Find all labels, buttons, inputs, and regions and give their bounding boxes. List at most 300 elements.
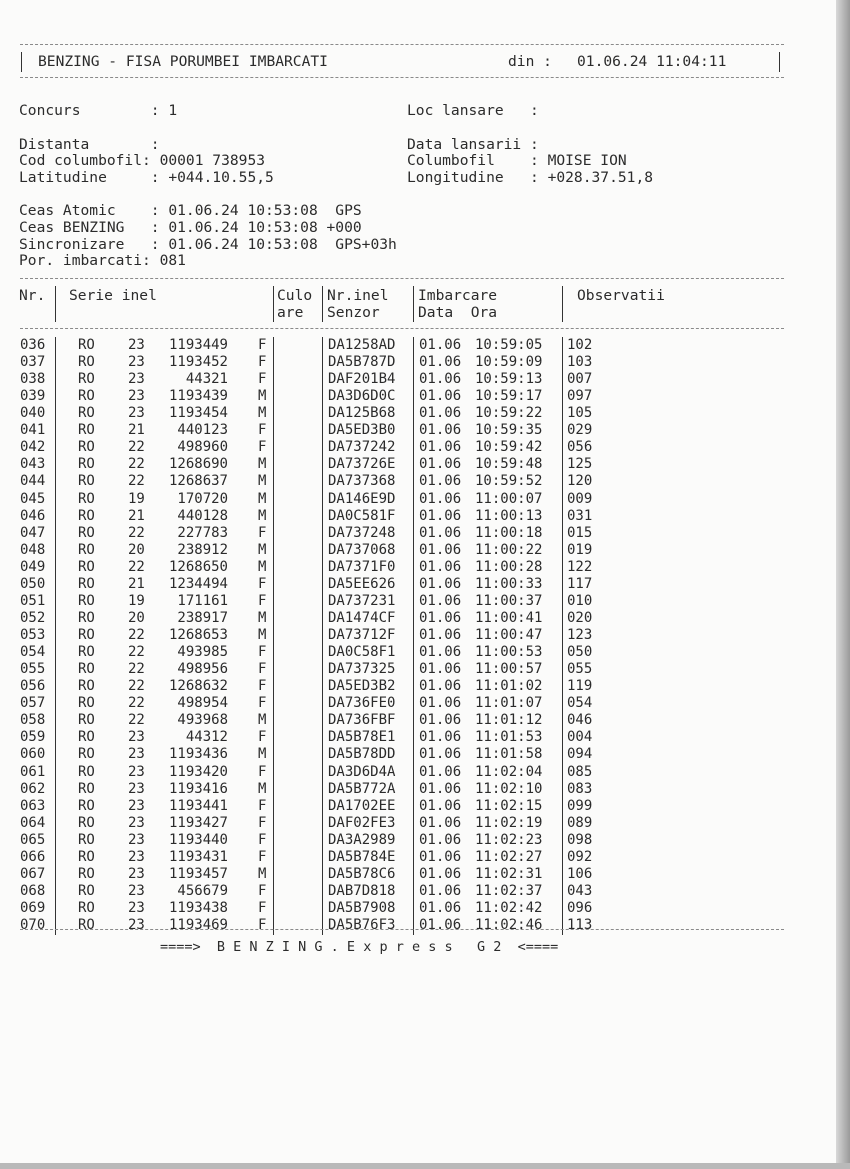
sex-code: M <box>258 558 267 575</box>
ring-number: 1193438 <box>168 899 228 916</box>
boarding-date: 01.06 <box>419 661 462 678</box>
row-divider <box>562 388 563 406</box>
boarding-date: 01.06 <box>419 439 462 456</box>
boarding-date: 01.06 <box>419 917 462 934</box>
row-divider <box>322 644 323 662</box>
boarding-date: 01.06 <box>419 882 462 899</box>
row-number: 053 <box>20 627 46 644</box>
row-divider <box>273 610 274 628</box>
table-row <box>0 866 780 883</box>
observation: 098 <box>567 831 593 848</box>
row-divider <box>273 354 274 372</box>
row-divider <box>55 866 56 884</box>
sex-code: M <box>258 541 267 558</box>
ring-number: 1234494 <box>168 575 228 592</box>
row-divider <box>273 371 274 389</box>
boarding-time: 10:59:42 <box>475 439 543 456</box>
row-divider <box>322 525 323 543</box>
sex-code: M <box>258 507 267 524</box>
table-row <box>0 746 780 763</box>
observation: 010 <box>567 592 593 609</box>
ring-country: RO <box>78 865 95 882</box>
sex-code: M <box>258 627 267 644</box>
row-divider <box>562 542 563 560</box>
row-divider <box>562 917 563 935</box>
ring-number: 1193416 <box>168 780 228 797</box>
row-divider <box>413 866 414 884</box>
row-number: 040 <box>20 405 46 422</box>
row-divider <box>562 798 563 816</box>
row-divider <box>562 764 563 782</box>
sensor-id: DA737242 <box>328 439 396 456</box>
row-divider <box>562 678 563 696</box>
table-row <box>0 542 780 559</box>
observation: 119 <box>567 678 593 695</box>
ring-year: 19 <box>128 592 145 609</box>
row-divider <box>55 764 56 782</box>
col-serie-inel: Serie inel <box>69 287 157 304</box>
ring-number: 238912 <box>177 541 228 558</box>
row-divider <box>55 644 56 662</box>
ring-country: RO <box>78 899 95 916</box>
ring-year: 22 <box>128 661 145 678</box>
row-number: 048 <box>20 541 46 558</box>
boarding-time: 10:59:09 <box>475 354 543 371</box>
sensor-id: DA5B7908 <box>328 899 396 916</box>
header-bottom-rule <box>20 77 784 78</box>
loc-lansare-line: Loc lansare : <box>407 102 539 119</box>
sex-code: M <box>258 405 267 422</box>
ring-year: 20 <box>128 541 145 558</box>
boarding-date: 01.06 <box>419 729 462 746</box>
sex-code: F <box>258 899 267 916</box>
row-divider <box>55 337 56 355</box>
row-divider <box>55 798 56 816</box>
boarding-time: 11:02:42 <box>475 899 543 916</box>
row-divider <box>273 439 274 457</box>
row-divider <box>322 917 323 935</box>
row-divider <box>55 900 56 918</box>
row-divider <box>562 900 563 918</box>
row-divider <box>413 661 414 679</box>
row-divider <box>273 798 274 816</box>
ring-country: RO <box>78 797 95 814</box>
boarding-time: 11:02:37 <box>475 882 543 899</box>
ring-number: 1193441 <box>168 797 228 814</box>
row-divider <box>562 337 563 355</box>
table-row <box>0 917 780 934</box>
row-divider <box>322 695 323 713</box>
boarding-time: 11:00:22 <box>475 541 543 558</box>
row-divider <box>322 576 323 594</box>
boarding-date: 01.06 <box>419 541 462 558</box>
sex-code: F <box>258 524 267 541</box>
row-divider <box>413 900 414 918</box>
ring-number: 227783 <box>177 524 228 541</box>
observation: 103 <box>567 354 593 371</box>
row-number: 058 <box>20 712 46 729</box>
boarding-date: 01.06 <box>419 422 462 439</box>
ring-year: 21 <box>128 507 145 524</box>
row-divider <box>322 661 323 679</box>
boarding-date: 01.06 <box>419 456 462 473</box>
row-divider <box>413 456 414 474</box>
row-divider <box>562 781 563 799</box>
row-number: 055 <box>20 661 46 678</box>
row-divider <box>413 422 414 440</box>
sex-code: F <box>258 729 267 746</box>
boarding-time: 11:00:53 <box>475 644 543 661</box>
col-divider <box>322 286 323 322</box>
row-divider <box>273 883 274 901</box>
col-observatii: Observatii <box>577 287 665 304</box>
row-divider <box>322 559 323 577</box>
row-divider <box>273 405 274 423</box>
row-number: 047 <box>20 524 46 541</box>
boarding-time: 11:01:07 <box>475 695 543 712</box>
header-left-bar <box>21 52 22 72</box>
boarding-time: 11:02:15 <box>475 797 543 814</box>
row-divider <box>413 473 414 491</box>
por-imbarcati-line: Por. imbarcati: 081 <box>19 252 186 269</box>
observation: 122 <box>567 558 593 575</box>
sex-code: F <box>258 831 267 848</box>
sensor-id: DA5B78DD <box>328 746 396 763</box>
row-divider <box>322 439 323 457</box>
ring-number: 44321 <box>185 371 228 388</box>
sensor-id: DA737368 <box>328 473 396 490</box>
row-number: 050 <box>20 575 46 592</box>
sex-code: M <box>258 712 267 729</box>
ring-country: RO <box>78 439 95 456</box>
ring-year: 21 <box>128 422 145 439</box>
row-number: 051 <box>20 592 46 609</box>
row-divider <box>273 729 274 747</box>
boarding-date: 01.06 <box>419 899 462 916</box>
row-divider <box>413 388 414 406</box>
row-divider <box>322 798 323 816</box>
ring-number: 1193457 <box>168 865 228 882</box>
row-divider <box>562 712 563 730</box>
table-row <box>0 473 780 490</box>
boarding-date: 01.06 <box>419 490 462 507</box>
sensor-id: DA125B68 <box>328 405 396 422</box>
ring-year: 23 <box>128 797 145 814</box>
sex-code: F <box>258 644 267 661</box>
boarding-date: 01.06 <box>419 558 462 575</box>
ring-number: 238917 <box>177 609 228 626</box>
ring-country: RO <box>78 729 95 746</box>
ring-country: RO <box>78 695 95 712</box>
row-divider <box>322 337 323 355</box>
ring-number: 170720 <box>177 490 228 507</box>
scan-edge-shadow <box>836 0 850 1169</box>
observation: 092 <box>567 848 593 865</box>
row-divider <box>413 593 414 611</box>
row-divider <box>413 337 414 355</box>
observation: 031 <box>567 507 593 524</box>
row-divider <box>562 832 563 850</box>
sensor-id: DA5B78E1 <box>328 729 396 746</box>
ring-country: RO <box>78 917 95 934</box>
ring-year: 23 <box>128 848 145 865</box>
boarding-date: 01.06 <box>419 865 462 882</box>
sex-code: F <box>258 848 267 865</box>
row-divider <box>413 917 414 935</box>
ring-number: 498960 <box>177 439 228 456</box>
table-row <box>0 439 780 456</box>
boarding-time: 10:59:17 <box>475 388 543 405</box>
col-divider <box>413 286 414 322</box>
ring-year: 22 <box>128 473 145 490</box>
sex-code: F <box>258 797 267 814</box>
sex-code: M <box>258 490 267 507</box>
boarding-time: 11:00:41 <box>475 609 543 626</box>
row-divider <box>322 781 323 799</box>
row-divider <box>273 746 274 764</box>
ring-country: RO <box>78 405 95 422</box>
ring-year: 23 <box>128 882 145 899</box>
sensor-id: DA737248 <box>328 524 396 541</box>
ring-country: RO <box>78 354 95 371</box>
observation: 085 <box>567 763 593 780</box>
table-row <box>0 695 780 712</box>
sensor-id: DA3A2989 <box>328 831 396 848</box>
sex-code: F <box>258 678 267 695</box>
observation: 004 <box>567 729 593 746</box>
row-number: 044 <box>20 473 46 490</box>
header-right-bar <box>779 52 780 72</box>
row-divider <box>413 729 414 747</box>
row-divider <box>413 678 414 696</box>
row-divider <box>562 695 563 713</box>
observation: 029 <box>567 422 593 439</box>
ring-number: 440128 <box>177 507 228 524</box>
observation: 009 <box>567 490 593 507</box>
sensor-id: DA737231 <box>328 592 396 609</box>
ring-country: RO <box>78 575 95 592</box>
sex-code: F <box>258 439 267 456</box>
row-divider <box>55 371 56 389</box>
ring-country: RO <box>78 644 95 661</box>
row-divider <box>322 883 323 901</box>
boarding-date: 01.06 <box>419 797 462 814</box>
boarding-time: 11:00:37 <box>475 592 543 609</box>
row-divider <box>55 832 56 850</box>
boarding-time: 10:59:48 <box>475 456 543 473</box>
row-divider <box>55 422 56 440</box>
sensor-id: DA73726E <box>328 456 396 473</box>
ring-number: 498954 <box>177 695 228 712</box>
row-divider <box>413 542 414 560</box>
ring-year: 23 <box>128 371 145 388</box>
row-divider <box>562 746 563 764</box>
boarding-time: 11:02:19 <box>475 814 543 831</box>
observation: 097 <box>567 388 593 405</box>
boarding-time: 10:59:13 <box>475 371 543 388</box>
ring-country: RO <box>78 456 95 473</box>
cod-columbofil-line: Cod columbofil: 00001 738953 <box>19 152 266 169</box>
boarding-time: 11:02:46 <box>475 917 543 934</box>
row-number: 066 <box>20 848 46 865</box>
ring-number: 1268650 <box>168 558 228 575</box>
observation: 055 <box>567 661 593 678</box>
sensor-id: DA5ED3B2 <box>328 678 396 695</box>
row-divider <box>322 610 323 628</box>
table-bottom-rule <box>20 929 784 930</box>
ring-year: 22 <box>128 644 145 661</box>
ring-year: 22 <box>128 456 145 473</box>
ring-number: 440123 <box>177 422 228 439</box>
ring-year: 23 <box>128 746 145 763</box>
sensor-id: DA3D6D0C <box>328 388 396 405</box>
table-row <box>0 661 780 678</box>
row-number: 036 <box>20 337 46 353</box>
row-divider <box>562 815 563 833</box>
row-divider <box>55 627 56 645</box>
row-divider <box>273 559 274 577</box>
row-divider <box>322 900 323 918</box>
row-divider <box>413 832 414 850</box>
ring-year: 23 <box>128 831 145 848</box>
boarding-date: 01.06 <box>419 848 462 865</box>
sex-code: M <box>258 473 267 490</box>
row-divider <box>273 832 274 850</box>
print-timestamp: 01.06.24 11:04:11 <box>577 53 727 70</box>
row-divider <box>273 593 274 611</box>
ring-country: RO <box>78 746 95 763</box>
boarding-date: 01.06 <box>419 627 462 644</box>
row-divider <box>322 832 323 850</box>
row-number: 041 <box>20 422 46 439</box>
sex-code: M <box>258 865 267 882</box>
row-divider <box>55 525 56 543</box>
row-number: 056 <box>20 678 46 695</box>
ring-year: 23 <box>128 354 145 371</box>
row-divider <box>413 508 414 526</box>
row-divider <box>55 491 56 509</box>
row-divider <box>55 354 56 372</box>
table-row <box>0 678 780 695</box>
col-nr: Nr. <box>19 287 46 304</box>
row-divider <box>413 354 414 372</box>
row-divider <box>322 405 323 423</box>
observation: 054 <box>567 695 593 712</box>
ring-number: 1193427 <box>168 814 228 831</box>
table-top-rule <box>20 278 784 279</box>
row-number: 068 <box>20 882 46 899</box>
boarding-date: 01.06 <box>419 473 462 490</box>
row-divider <box>562 593 563 611</box>
observation: 120 <box>567 473 593 490</box>
observation: 056 <box>567 439 593 456</box>
row-divider <box>413 439 414 457</box>
row-divider <box>55 439 56 457</box>
ring-number: 171161 <box>177 592 228 609</box>
boarding-date: 01.06 <box>419 678 462 695</box>
boarding-date: 01.06 <box>419 695 462 712</box>
row-divider <box>562 576 563 594</box>
boarding-time: 11:00:13 <box>475 507 543 524</box>
boarding-time: 11:01:12 <box>475 712 543 729</box>
sensor-id: DAF02FE3 <box>328 814 396 831</box>
row-divider <box>413 559 414 577</box>
observation: 015 <box>567 524 593 541</box>
boarding-date: 01.06 <box>419 712 462 729</box>
ring-number: 1193436 <box>168 746 228 763</box>
col-nr-inel: Nr.inel <box>327 287 389 304</box>
header-row-rule <box>20 328 784 329</box>
ring-number: 1193452 <box>168 354 228 371</box>
row-number: 067 <box>20 865 46 882</box>
row-divider <box>562 849 563 867</box>
ring-year: 22 <box>128 558 145 575</box>
boarding-time: 11:00:57 <box>475 661 543 678</box>
table-row <box>0 337 780 354</box>
row-divider <box>562 866 563 884</box>
ring-country: RO <box>78 473 95 490</box>
sensor-id: DAF201B4 <box>328 371 396 388</box>
row-divider <box>322 354 323 372</box>
row-divider <box>413 491 414 509</box>
ring-country: RO <box>78 882 95 899</box>
row-divider <box>562 354 563 372</box>
ring-year: 23 <box>128 729 145 746</box>
row-divider <box>562 644 563 662</box>
ring-country: RO <box>78 678 95 695</box>
col-divider <box>562 286 563 322</box>
ring-year: 23 <box>128 865 145 882</box>
row-number: 061 <box>20 763 46 780</box>
sensor-id: DA146E9D <box>328 490 396 507</box>
row-divider <box>562 610 563 628</box>
sensor-id: DA5EE626 <box>328 575 396 592</box>
ring-number: 1193420 <box>168 763 228 780</box>
boarding-date: 01.06 <box>419 746 462 763</box>
boarding-date: 01.06 <box>419 575 462 592</box>
row-divider <box>562 627 563 645</box>
row-number: 065 <box>20 831 46 848</box>
boarding-date: 01.06 <box>419 763 462 780</box>
row-number: 054 <box>20 644 46 661</box>
observation: 007 <box>567 371 593 388</box>
row-divider <box>413 405 414 423</box>
ring-country: RO <box>78 609 95 626</box>
table-row <box>0 883 780 900</box>
row-divider <box>55 473 56 491</box>
columbofil-line: Columbofil : MOISE ION <box>407 152 627 169</box>
ring-year: 21 <box>128 575 145 592</box>
table-row <box>0 405 780 422</box>
row-divider <box>55 559 56 577</box>
observation: 102 <box>567 337 593 353</box>
row-divider <box>322 712 323 730</box>
row-number: 039 <box>20 388 46 405</box>
row-divider <box>55 815 56 833</box>
ring-year: 19 <box>128 490 145 507</box>
ring-number: 493968 <box>177 712 228 729</box>
boarding-date: 01.06 <box>419 405 462 422</box>
ring-year: 22 <box>128 678 145 695</box>
row-divider <box>562 405 563 423</box>
row-divider <box>55 712 56 730</box>
sex-code: F <box>258 422 267 439</box>
row-number: 069 <box>20 899 46 916</box>
sex-code: F <box>258 371 267 388</box>
top-dashed-rule <box>20 44 784 45</box>
observation: 019 <box>567 541 593 558</box>
ring-year: 22 <box>128 695 145 712</box>
